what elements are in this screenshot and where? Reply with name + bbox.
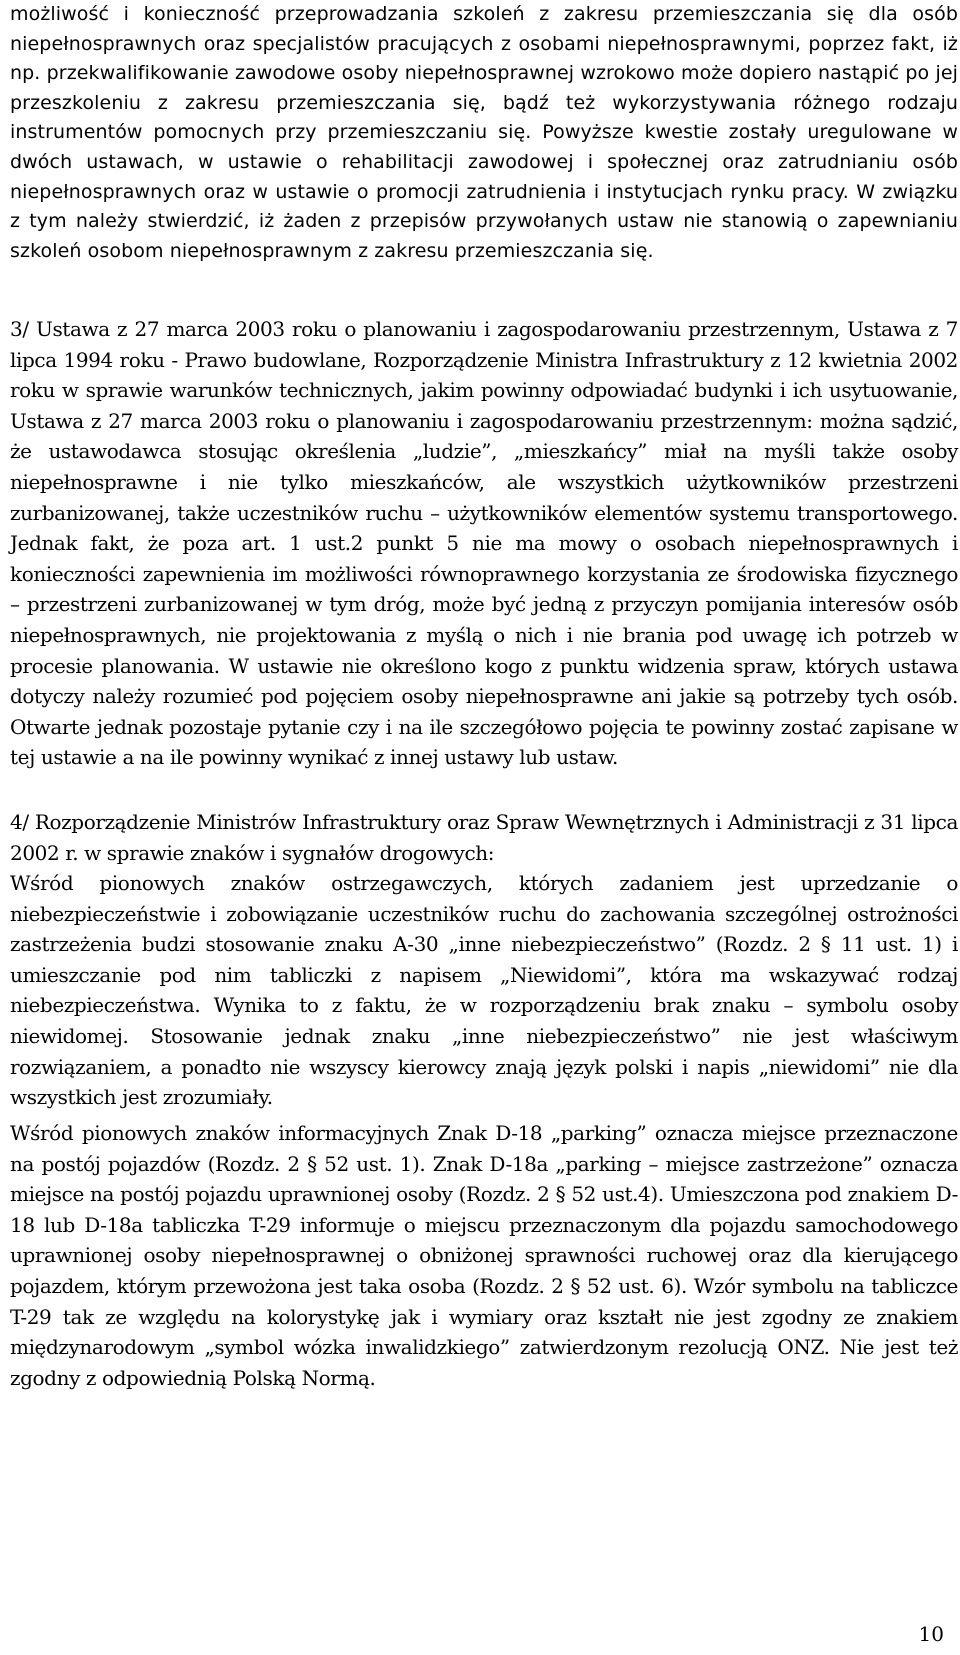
- paragraph-warning-signs: Wśród pionowych znaków ostrzegawczych, których zadaniem jest uprzedzanie o niebezpieczeństwie i zobowiązanie uczestników ruchu do zachowania szczególnej ostrożności zastrzeżenia budzi stosowanie znaku A-30 „inne niebezpieczeństwo” (Rozdz. 2 § 11 ust. 1) i umieszczanie pod nim tabliczki z napisem „Niewidomi”, która ma wskazywać rodzaj niebezpieczeństwa. Wynika to z faktu, że w rozporządzeniu brak znaku – symbolu osoby niewidomej. Stosowanie jednak znaku „inne niebezpieczeństwo” nie jest właściwym rozwiązaniem, a ponadto nie wszyscy kierowcy znają język polski i napis „niewidomi” nie dla wszystkich jest zrozumiały.: [10, 871, 958, 1110]
- paragraph-training-regulations: możliwość i konieczność przeprowadzania szkoleń z zakresu przemieszczania się dla osób niepełnosprawnych oraz specjalistów pracujących z osobami niepełnosprawnymi, poprzez fakt, iż np. przekwalifikowanie zawodowe osoby niepełnosprawnej wzrokowo może dopiero nastąpić po jej przeszkoleniu z zakresu przemieszczania się, bądź też wykorzystywania różnego rodzaju instrumentów pomocnych przy przemieszczaniu się. Powyższe kwestie zostały uregulowane w dwóch ustawach, w ustawie o rehabilitacji zawodowej i społecznej oraz zatrudnianiu osób niepełnosprawnych oraz w ustawie o promocji zatrudnienia i instytucjach rynku pracy. W związku z tym należy stwierdzić, iż żaden z przepisów przywołanych ustaw nie stanowią o zapewnianiu szkoleń osobom niepełnosprawnym z zakresu przemieszczania się.: [10, 3, 958, 262]
- paragraph-road-signs-regulation: 4/ Rozporządzenie Ministrów Infrastruktury oraz Spraw Wewnętrznych i Administracji z 31 lipca 2002 r. w sprawie znaków i sygnałów drogowych:: [10, 810, 958, 865]
- page-number: 10: [918, 1622, 944, 1646]
- paragraph-information-signs: Wśród pionowych znaków informacyjnych Znak D-18 „parking” oznacza miejsce przeznaczone na postój pojazdów (Rozdz. 2 § 52 ust. 1). Znak D-18a „parking – miejsce zastrzeżone” oznacza miejsce na postój pojazdu uprawnionej osoby (Rozdz. 2 § 52 ust.4). Umieszczona pod znakiem D-18 lub D-18a tabliczka T-29 informuje o miejscu przeznaczonym dla pojazdu samochodowego uprawnionej osoby niepełnosprawnej o obniżonej sprawności ruchowej oraz dla kierującego pojazdem, którym przewożona jest taka osoba (Rozdz. 2 § 52 ust. 6). Wzór symbolu na tabliczce T-29 tak ze względu na kolorystykę jak i wymiary oraz kształt nie jest zgodny ze znakiem międzynarodowym „symbol wózka inwalidzkiego” zatwierdzonym rezolucją ONZ. Nie jest też zgodny z odpowiednią Polską Normą.: [10, 1121, 958, 1390]
- paragraph-spatial-planning-law: 3/ Ustawa z 27 marca 2003 roku o planowaniu i zagospodarowaniu przestrzennym, Ustawa z 7 lipca 1994 roku - Prawo budowlane, Rozporządzenie Ministra Infrastruktury z 12 kwietnia 2002 roku w sprawie warunków technicznych, jakim powinny odpowiadać budynki i ich usytuowanie, Ustawa z 27 marca 2003 roku o planowaniu i zagospodarowaniu przestrzennym: można sądzić, że ustawodawca stosując określenia „ludzie”, „mieszkańcy” miał na myśli także osoby niepełnosprawne i nie tylko mieszkańców, ale wszystkich użytkowników przestrzeni zurbanizowanej, także uczestników ruchu – użytkowników elementów systemu transportowego. Jednak fakt, że poza art. 1 ust.2 punkt 5 nie ma mowy o osobach niepełnosprawnych i konieczności zapewnienia im możliwości równoprawnego korzystania ze środowiska fizycznego – przestrzeni zurbanizowanej w tym dróg, może być jedną z przyczyn pomijania interesów osób niepełnosprawnych, nie projektowania z myślą o nich i nie brania pod uwagę ich potrzeb w procesie planowania. W ustawie nie określono kogo z punktu widzenia spraw, których ustawa dotyczy należy rozumieć pod pojęciem osoby niepełnosprawne ani jakie są potrzeby tych osób. Otwarte jednak pozostaje pytanie czy i na ile szczegółowo pojęcia te powinny zostać zapisane w tej ustawie a na ile powinny wynikać z innej ustawy lub ustaw.: [10, 317, 958, 770]
